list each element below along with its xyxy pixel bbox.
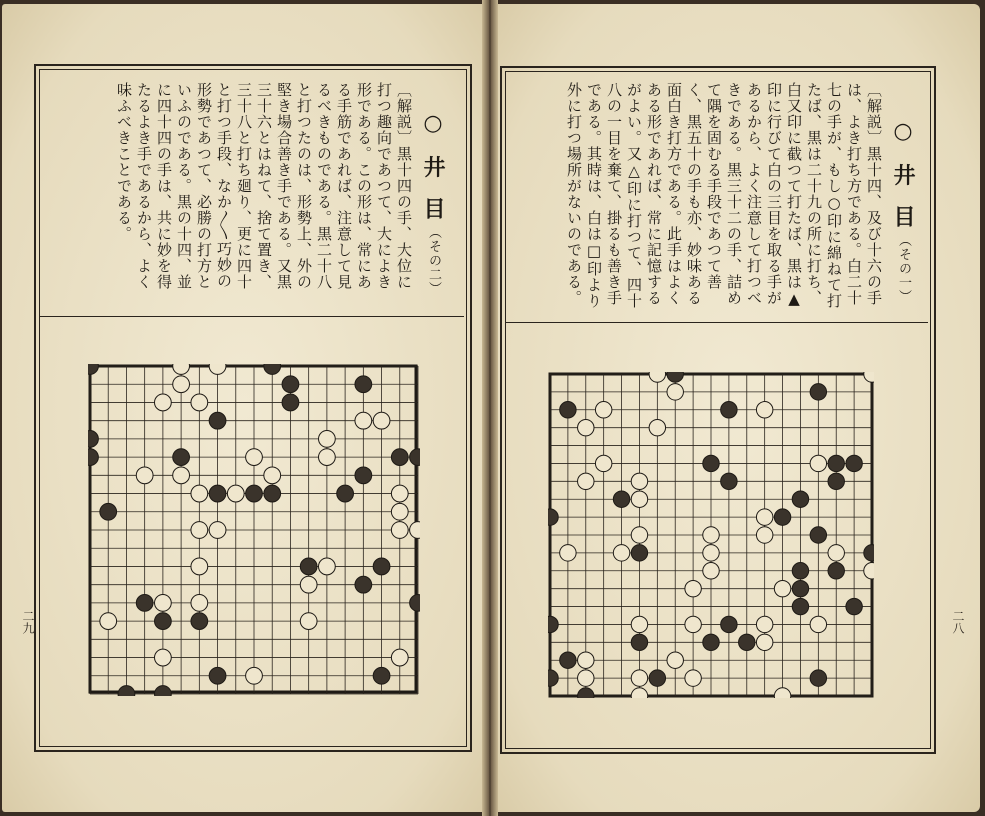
black-stone [721, 402, 737, 418]
black-stone [548, 616, 558, 632]
white-stone [631, 616, 647, 632]
black-stone [703, 455, 719, 471]
black-stone [209, 412, 226, 429]
black-stone [792, 563, 808, 579]
black-stone [209, 667, 226, 684]
white-stone [391, 649, 408, 666]
black-stone [792, 491, 808, 507]
white-stone [155, 595, 172, 612]
black-stone [846, 455, 862, 471]
left-page-title: ○ 井 目（その二） [420, 110, 446, 296]
white-stone [578, 652, 594, 668]
black-stone [191, 613, 208, 630]
black-stone [282, 394, 299, 411]
white-stone [209, 364, 226, 374]
white-stone [155, 394, 172, 411]
black-stone [703, 634, 719, 650]
black-stone [864, 545, 874, 561]
black-stone [810, 384, 826, 400]
black-stone [155, 686, 172, 696]
white-stone [685, 670, 701, 686]
white-stone [756, 527, 772, 543]
black-stone [828, 455, 844, 471]
black-stone [373, 558, 390, 575]
white-stone [756, 402, 772, 418]
white-stone [756, 634, 772, 650]
black-stone [846, 598, 862, 614]
white-stone [667, 384, 683, 400]
white-stone [774, 688, 790, 698]
black-stone [355, 467, 372, 484]
white-stone [191, 558, 208, 575]
white-stone [319, 431, 336, 448]
white-stone [631, 688, 647, 698]
white-stone [155, 649, 172, 666]
black-stone [721, 616, 737, 632]
white-stone [391, 522, 408, 539]
white-stone [136, 467, 153, 484]
black-stone [828, 473, 844, 489]
white-stone [319, 449, 336, 466]
left-page-number: 二九 [21, 610, 35, 634]
right-go-diagram [548, 372, 874, 698]
black-stone [548, 509, 558, 525]
white-stone [264, 467, 281, 484]
black-stone [373, 667, 390, 684]
white-stone [246, 667, 263, 684]
white-stone [685, 616, 701, 632]
white-stone [667, 652, 683, 668]
black-stone [828, 563, 844, 579]
black-stone [631, 545, 647, 561]
white-stone [756, 616, 772, 632]
white-stone [300, 576, 317, 593]
black-stone [649, 670, 665, 686]
black-stone [355, 376, 372, 393]
white-stone [391, 503, 408, 520]
black-stone [300, 558, 317, 575]
white-stone [595, 455, 611, 471]
white-stone [774, 580, 790, 596]
black-stone [548, 670, 558, 686]
black-stone [246, 485, 263, 502]
white-stone [410, 522, 420, 539]
black-stone [100, 503, 117, 520]
white-stone [300, 613, 317, 630]
white-stone [613, 545, 629, 561]
left-page-body: 〔解説〕黒十四の手、大位に打つ趣向であつて、大によき形である。この形は、常にある手筋であれば、注意して見るべきものである。黒二十八と打つたのは、形勢上、外の堅き場合善き手である。又黒三十六とはねて、捨て置き、三十八と打ち廻り、更に四十と打つ手段、なか〳〵巧妙の形勢であつて、必勝の打方といふのである。黒の十四、並に四十四の手は、共に妙を得たるよき手であるから、よく味ふべきことである。 [115, 82, 413, 290]
white-stone [631, 491, 647, 507]
right-page-title: ○ 井 目（その一） [890, 118, 916, 304]
white-stone [828, 545, 844, 561]
white-stone [810, 616, 826, 632]
white-stone [173, 467, 190, 484]
black-stone [739, 634, 755, 650]
white-stone [246, 449, 263, 466]
black-stone [578, 688, 594, 698]
white-stone [631, 670, 647, 686]
black-stone [173, 449, 190, 466]
black-stone [88, 431, 98, 448]
black-stone [410, 449, 420, 466]
white-stone [685, 580, 701, 596]
white-stone [227, 485, 244, 502]
black-stone [410, 595, 420, 612]
white-stone [578, 419, 594, 435]
black-stone [88, 364, 98, 374]
white-stone [319, 558, 336, 575]
white-stone [578, 473, 594, 489]
right-page-divider [506, 322, 928, 323]
white-stone [173, 364, 190, 374]
white-stone [209, 522, 226, 539]
right-page-number: 二八 [951, 610, 965, 634]
white-stone [391, 485, 408, 502]
black-stone [209, 485, 226, 502]
white-stone [703, 527, 719, 543]
left-page-divider [40, 316, 464, 317]
white-stone [560, 545, 576, 561]
left-go-diagram [88, 364, 420, 696]
black-stone [88, 449, 98, 466]
black-stone [810, 527, 826, 543]
white-stone [864, 372, 874, 382]
black-stone [667, 372, 683, 382]
white-stone [649, 419, 665, 435]
white-stone [631, 527, 647, 543]
right-page-body: 〔解説〕黒十四、及び十六の手は、よき打ち方である。白二十七の手が、もし○印に綿ねて打たば、黒は二十九の所に打ち、白又印に截つて打たば、黒は▲印に行びて白の三目を取る手があるから、よく注意して打つべきである。黒三十二の手、詰めて隅を固むる手段であつて善く、黒五十の手も亦、妙味ある面白き打方である。此手はよくある形であれば、常に記憶するがよい。又△印に打つて、四十八の一目を棄て、掛るも善き手である。其時は、白は□印より外に打つ場所がないのである。 [565, 82, 883, 309]
white-stone [595, 402, 611, 418]
black-stone [560, 402, 576, 418]
white-stone [578, 670, 594, 686]
black-stone [264, 485, 281, 502]
black-stone [721, 473, 737, 489]
white-stone [191, 595, 208, 612]
black-stone [774, 509, 790, 525]
book-gutter [482, 0, 498, 816]
black-stone [282, 376, 299, 393]
white-stone [649, 372, 665, 382]
black-stone [136, 595, 153, 612]
white-stone [191, 485, 208, 502]
white-stone [864, 563, 874, 579]
black-stone [118, 686, 135, 696]
white-stone [191, 394, 208, 411]
black-stone [391, 449, 408, 466]
black-stone [810, 670, 826, 686]
black-stone [155, 613, 172, 630]
white-stone [703, 545, 719, 561]
black-stone [792, 598, 808, 614]
black-stone [613, 491, 629, 507]
black-stone [355, 576, 372, 593]
white-stone [810, 455, 826, 471]
white-stone [191, 522, 208, 539]
black-stone [264, 364, 281, 374]
black-stone [792, 580, 808, 596]
white-stone [173, 376, 190, 393]
white-stone [373, 412, 390, 429]
white-stone [100, 613, 117, 630]
black-stone [560, 652, 576, 668]
white-stone [756, 509, 772, 525]
white-stone [703, 563, 719, 579]
white-stone [631, 473, 647, 489]
black-stone [631, 634, 647, 650]
black-stone [337, 485, 354, 502]
white-stone [355, 412, 372, 429]
